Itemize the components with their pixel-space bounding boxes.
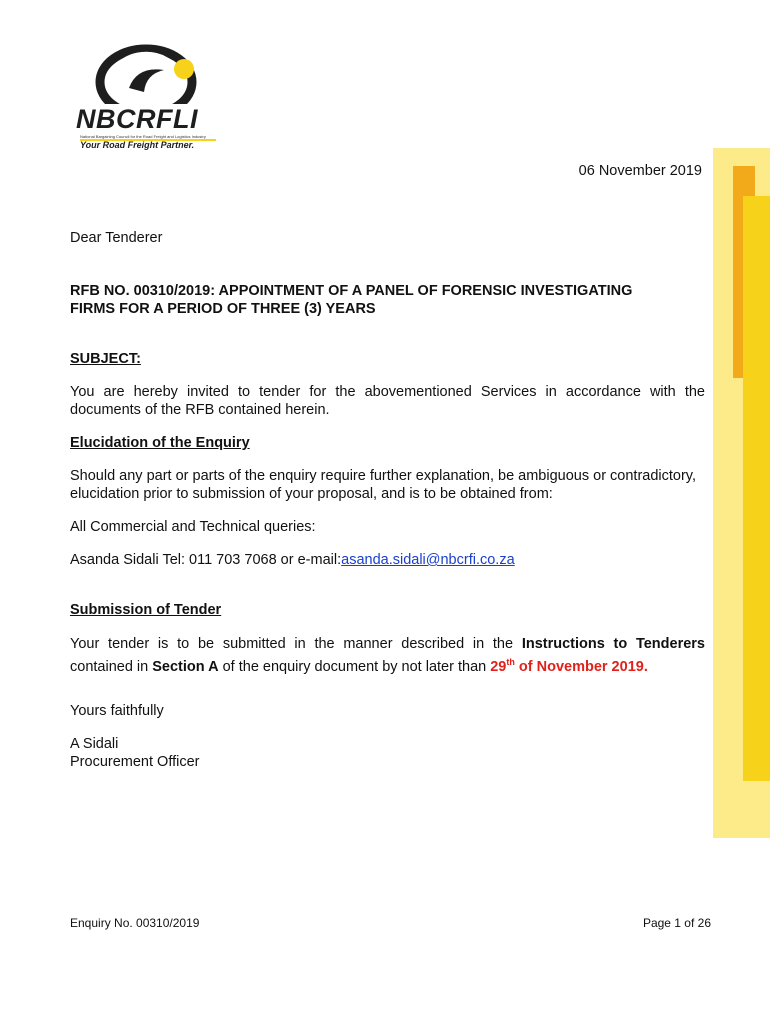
submission-part3: of the enquiry document by not later than	[218, 658, 491, 675]
queries-text: All Commercial and Technical queries:	[70, 519, 316, 535]
closing: Yours faithfully	[70, 703, 164, 719]
logo-brand: NBCRFLI	[76, 104, 198, 134]
submission-part1: Your tender is to be submitted in the manner described in the	[70, 636, 522, 652]
submission-text	[70, 635, 705, 676]
submission-part2: contained in	[70, 658, 153, 675]
signatory-name: A Sidali	[70, 736, 119, 752]
contact-prefix: Asanda Sidali Tel: 011 703 7068 or e-mail:	[70, 552, 342, 568]
contact-email-link[interactable]: asanda.sidali@nbcrfi.co.za	[341, 552, 515, 568]
signatory	[70, 735, 199, 771]
logo-tagline: Your Road Freight Partner.	[80, 140, 195, 150]
footer-enquiry-no: Enquiry No. 00310/2019	[70, 916, 200, 930]
side-bar-yellow	[743, 196, 770, 781]
signatory-title: Procurement Officer	[70, 754, 200, 770]
contact-line	[70, 551, 515, 569]
deadline-sup: th	[506, 657, 515, 667]
rfb-title-line2: FIRMS FOR A PERIOD OF THREE (3) YEARS	[70, 301, 376, 317]
instructions-to-tenderers: Instructions to Tenderers	[521, 636, 706, 652]
section-a: Section A	[152, 658, 219, 675]
footer-page-label: Page 1 of 26	[642, 916, 711, 930]
logo	[74, 44, 224, 154]
logo-small-line: National Bargaining Council for the Road Freight and Logistics Industry	[80, 134, 206, 139]
subject-heading: SUBJECT:	[70, 351, 141, 367]
invite-text: You are hereby invited to tender for the abovementioned Services in accordance with the documents of the RFB contained herein.	[70, 384, 705, 418]
rfb-title-line1: RFB NO. 00310/2019: APPOINTMENT OF A PANEL OF FORENSIC INVESTIGATING	[70, 283, 633, 299]
deadline-rest: of November 2019.	[514, 658, 648, 675]
salutation: Dear Tenderer	[70, 230, 163, 246]
submission-heading: Submission of Tender	[70, 602, 222, 618]
rfb-title	[70, 282, 710, 318]
deadline-day: 29	[490, 658, 507, 675]
letter-date: 06 November 2019	[578, 163, 702, 179]
elucidation-heading: Elucidation of the Enquiry	[70, 435, 250, 451]
elucidation-text: Should any part or parts of the enquiry require further explanation, be ambiguous or contradictory, elucidation prior to submission of your proposal, and is to be obtained from:	[70, 468, 697, 502]
